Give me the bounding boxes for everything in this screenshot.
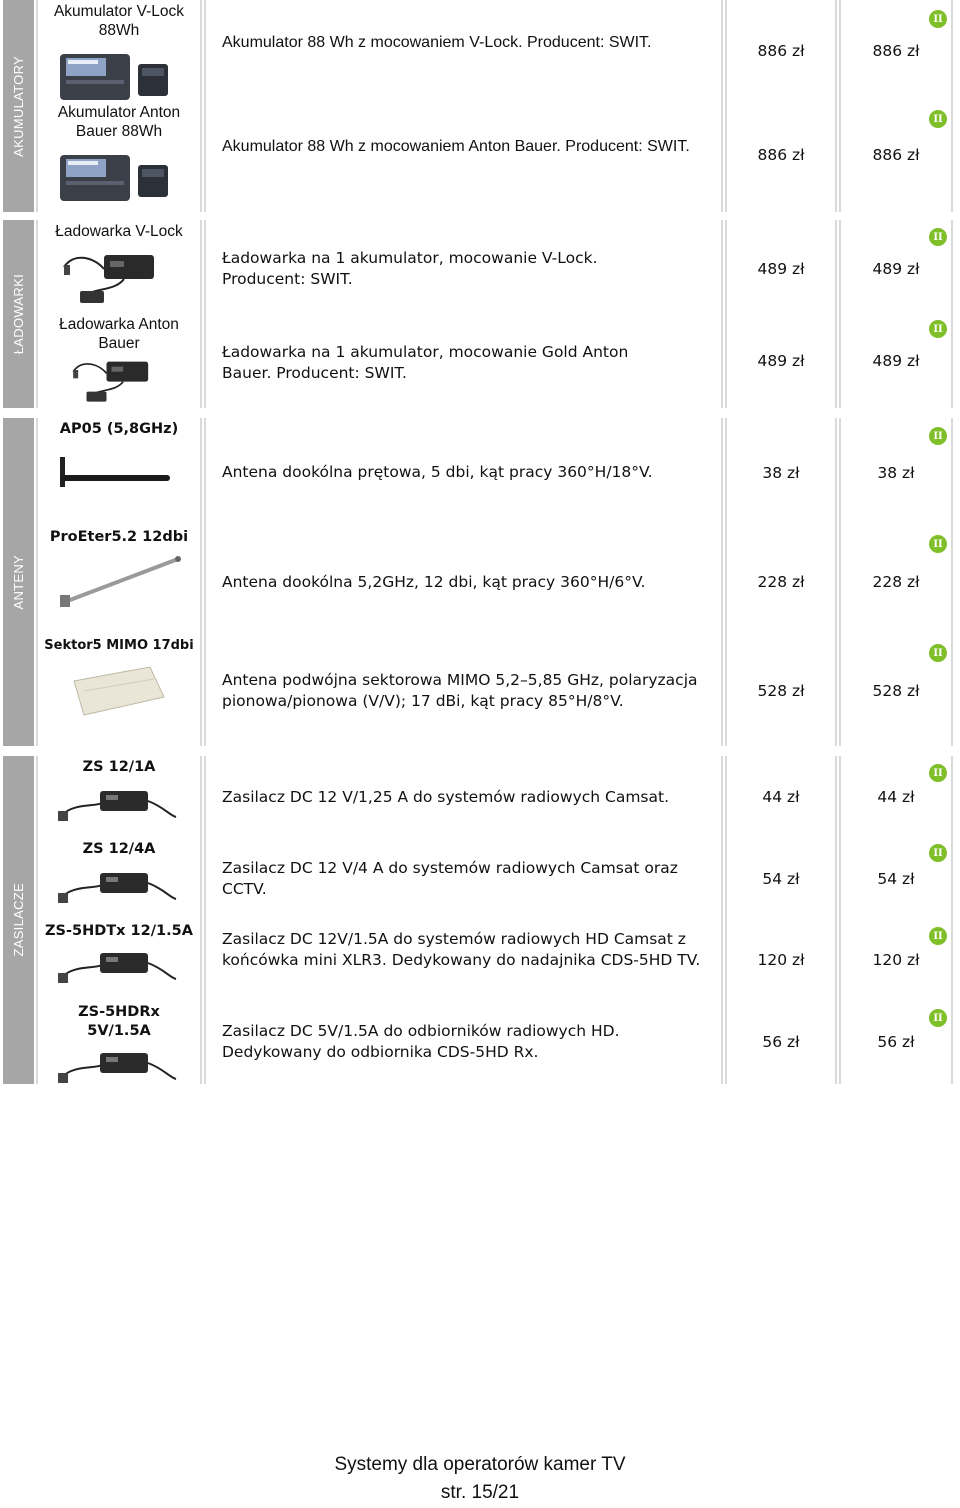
section-anteny: [3, 418, 955, 746]
price-gross: 120 zł: [872, 951, 920, 969]
name-column: [36, 0, 202, 212]
product-description: Antena dookólna 5,2GHz, 12 dbi, kąt pracy 360°H/6°V.: [222, 573, 646, 591]
price-gross: 56 zł: [877, 1033, 915, 1051]
product-name: Sektor5 MIMO 17dbi: [44, 638, 194, 653]
price-gross: 44 zł: [877, 788, 915, 806]
section-label: ŁADOWARKI: [3, 220, 34, 408]
price-gross-column: [839, 418, 953, 746]
price-gross: 886 zł: [872, 42, 920, 60]
product-description: Akumulator 88 Wh z mocowaniem Anton Bauer. Producent: SWIT.: [222, 138, 690, 155]
price-gross: 38 zł: [877, 464, 915, 482]
page-number: str. 15/21: [440, 1482, 520, 1503]
price-net: 489 zł: [757, 352, 805, 370]
product-description: Ładowarka na 1 akumulator, mocowanie V-Lock. Producent: SWIT.: [222, 249, 598, 288]
price-gross-column: [839, 756, 953, 1084]
price-gross: 228 zł: [872, 573, 920, 591]
price-gross: 489 zł: [872, 260, 920, 278]
footer-title: Systemy dla operatorów kamer TV: [334, 1454, 626, 1475]
product-name: Akumulator V-Lock 88Wh: [53, 3, 185, 39]
price-gross: 54 zł: [877, 870, 915, 888]
price-net: 528 zł: [757, 682, 805, 700]
price-net: 886 zł: [757, 42, 805, 60]
price-net: 56 zł: [762, 1033, 800, 1051]
product-description: Antena podwójna sektorowa MIMO 5,2–5,85 GHz, polaryzacja pionowa/pionowa (V/V); 17 dBi, kąt pracy 85°H/8°V.: [222, 671, 698, 710]
class-badge-icon: II: [929, 10, 947, 28]
class-badge-icon: II: [929, 110, 947, 128]
price-net: 228 zł: [757, 573, 805, 591]
antenna-image: [54, 661, 184, 721]
product-name: ZS-5HDTx 12/1.5A: [45, 923, 193, 939]
price-net: 38 zł: [762, 464, 800, 482]
product-description: Zasilacz DC 12 V/4 A do systemów radiowych Camsat oraz CCTV.: [222, 859, 678, 898]
battery-image: [54, 46, 184, 106]
product-name: Ładowarka V-Lock: [55, 223, 183, 240]
product-description: Zasilacz DC 12 V/1,25 A do systemów radiowych Camsat.: [222, 788, 670, 806]
description-column: [204, 418, 723, 746]
power-supply-image: [54, 1047, 184, 1087]
price-gross: 886 zł: [872, 146, 920, 164]
product-name: AP05 (5,8GHz): [59, 421, 179, 437]
price-net-column: [725, 220, 837, 408]
class-badge-icon: II: [929, 228, 947, 246]
product-name: Akumulator Anton Bauer 88Wh: [57, 104, 181, 140]
price-net-column: [725, 418, 837, 746]
section-label: ANTENY: [3, 418, 34, 746]
name-column: [36, 756, 202, 1084]
class-badge-icon: II: [929, 427, 947, 445]
section-label: ZASILACZE: [3, 756, 34, 1084]
product-name: ZS 12/1A: [82, 759, 156, 775]
section-label: AKUMULATORY: [3, 0, 34, 212]
product-description: Ładowarka na 1 akumulator, mocowanie Gold Anton Bauer. Producent: SWIT.: [222, 343, 629, 382]
product-name: ProEter5.2 12dbi: [49, 529, 189, 545]
price-gross-column: [839, 0, 953, 212]
battery-image: [54, 147, 184, 207]
product-description: Antena dookólna prętowa, 5 dbi, kąt pracy 360°H/18°V.: [222, 463, 653, 481]
price-net: 44 zł: [762, 788, 800, 806]
price-gross-column: [839, 220, 953, 408]
power-supply-image: [54, 785, 184, 825]
product-name: Ładowarka Anton Bauer: [59, 316, 179, 352]
price-net: 120 zł: [757, 951, 805, 969]
class-badge-icon: II: [929, 844, 947, 862]
product-description: Zasilacz DC 12V/1.5A do systemów radiowych HD Camsat z końcówka mini XLR3. Dedykowany do nadajnika CDS-5HD TV.: [222, 930, 701, 969]
price-net-column: [725, 756, 837, 1084]
class-badge-icon: II: [929, 927, 947, 945]
power-supply-image: [54, 947, 184, 987]
antenna-image: [54, 453, 184, 493]
antenna-image: [54, 551, 184, 611]
class-badge-icon: II: [929, 535, 947, 553]
name-column: [36, 220, 202, 408]
charger-image: [54, 247, 184, 307]
product-description: Akumulator 88 Wh z mocowaniem V-Lock. Producent: SWIT.: [222, 34, 652, 51]
charger-image: [54, 355, 184, 405]
name-column: [36, 418, 202, 746]
section-zasilacze: [3, 756, 955, 1084]
price-net-column: [725, 0, 837, 212]
description-column: [204, 220, 723, 408]
price-net: 886 zł: [757, 146, 805, 164]
class-badge-icon: II: [929, 764, 947, 782]
product-name: ZS-5HDRx 5V/1.5A: [78, 1004, 160, 1039]
product-description: Zasilacz DC 5V/1.5A do odbiorników radiowych HD. Dedykowany do odbiornika CDS-5HD Rx.: [222, 1022, 620, 1061]
price-gross: 528 zł: [872, 682, 920, 700]
product-name: ZS 12/4A: [82, 841, 156, 857]
class-badge-icon: II: [929, 320, 947, 338]
price-gross: 489 zł: [872, 352, 920, 370]
class-badge-icon: II: [929, 644, 947, 662]
price-net: 489 zł: [757, 260, 805, 278]
section-akumulatory: [3, 0, 955, 212]
price-net: 54 zł: [762, 870, 800, 888]
description-column: [204, 756, 723, 1084]
description-column: [204, 0, 723, 212]
class-badge-icon: II: [929, 1009, 947, 1027]
section-ladowarki: [3, 220, 955, 408]
power-supply-image: [54, 867, 184, 907]
